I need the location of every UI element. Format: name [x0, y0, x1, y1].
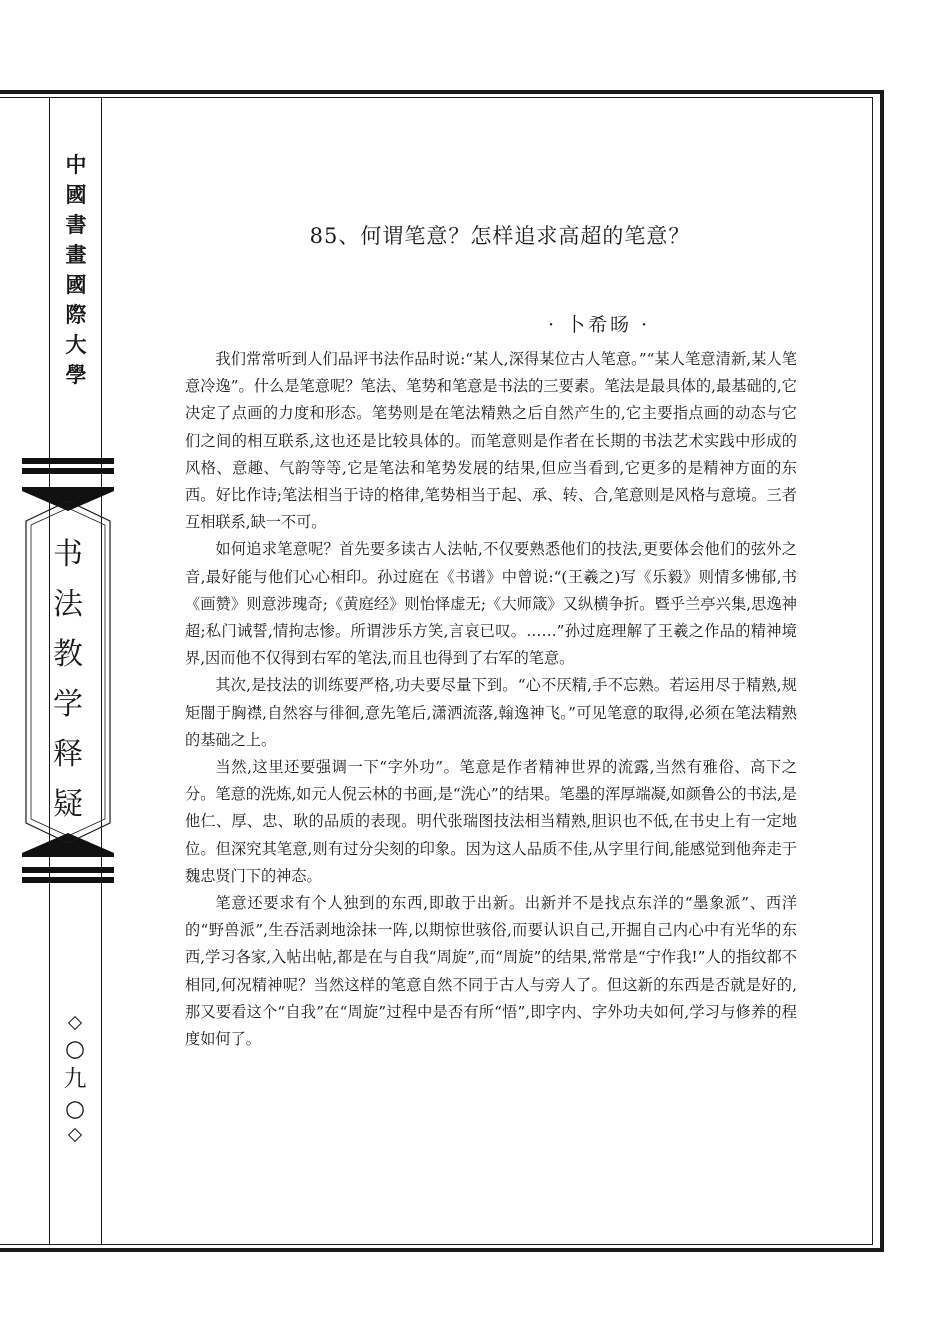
banner-bottom-bar: [22, 867, 114, 873]
series-title-char: 大: [65, 333, 87, 357]
series-title-char: 際: [65, 303, 87, 327]
book-title-char: 学: [53, 687, 83, 722]
banner-top-bar: [22, 458, 114, 464]
page-number-char: 九: [63, 1066, 87, 1092]
series-title-char: 畫: [65, 243, 87, 267]
page-number-char: ○: [64, 1036, 86, 1062]
series-title-char: 書: [65, 213, 87, 237]
article-author: · 卜希旸 ·: [548, 314, 651, 336]
book-title-char: 释: [53, 737, 83, 772]
series-title-char: 國: [65, 273, 87, 297]
book-title-char: 疑: [53, 787, 83, 822]
series-title-char: 國: [65, 183, 87, 207]
diamond-ornament-icon: [68, 1128, 82, 1142]
banner-bottom-bar-2: [22, 877, 114, 883]
paragraph: 其次,是技法的训练要严格,功夫要尽量下到。“心不厌精,手不忘熟。若运用尽于精熟,规矩闇于胸襟,自然容与徘徊,意先笔后,潇洒流落,翰逸神飞。”可见笔意的取得,必须在笔法精熟的基础之上。: [185, 676, 797, 749]
book-title-char: 教: [53, 637, 83, 672]
banner-top-bar-2: [22, 468, 114, 474]
paragraph: 我们常常听到人们品评书法作品时说:“某人,深得某位古人笔意。”“某人笔意清新,某人笔意冷逸”。什么是笔意呢？笔法、笔势和笔意是书法的三要素。笔法是最具体的,最基础的,它决定了点画的力度和形态。笔势则是在笔法精熟之后自然产生的,它主要指点画的动态与它们之间的相互联系,这也还是比较具体的。而笔意则是作者在长期的书法艺术实践中形成的风格、意趣、气韵等等,它是笔法和笔势发展的结果,但应当看到,它更多的是精神方面的东西。好比作诗;笔法相当于诗的格律,笔势相当于起、承、转、合,笔意则是风格与意境。三者互相联系,缺一不可。: [185, 350, 797, 532]
series-title-char: 學: [65, 363, 87, 387]
book-title-char: 书: [53, 537, 83, 572]
page-number: [58, 1012, 92, 1146]
paragraph: 当然,这里还要强调一下“字外功”。笔意是作者精神世界的流露,当然有雅俗、高下之分。笔意的洗炼,如元人倪云林的书画,是“洗心”的结果。笔墨的浑厚端凝,如颜鲁公的书法,是他仁、厚、忠、耿的品质的表现。明代张瑞图技法相当精熟,胆识也不低,在书史上有一定地位。但深究其笔意,则有过分尖刻的印象。因为这人品质不佳,从字里行间,能感觉到他奔走于魏忠贤门下的神态。: [185, 758, 797, 885]
series-title: [62, 150, 90, 390]
book-title-char: 法: [53, 587, 83, 622]
article-title: 85、何谓笔意？怎样追求高超的笔意？: [309, 224, 691, 248]
page-number-char: ○: [64, 1096, 86, 1122]
article-body: [185, 346, 797, 1053]
book-title: [22, 530, 114, 830]
paragraph: 笔意还要求有个人独到的东西,即敢于出新。出新并不是找点东洋的“墨象派”、西洋的“野兽派”,生吞活剥地涂抹一阵,以期惊世骇俗,而要认识自己,开掘自己内心中有光华的东西,学习各家,入帖出帖,都是在与自我“周旋”,而“周旋”的结果,常常是“宁作我!”人的指纹都不相同,何况精神呢？当然这样的笔意自然不同于古人与旁人了。但这新的东西是否就是好的,那又要看这个“自我”在“周旋”过程中是否有所“悟”,即字内、字外功夫如何,学习与修养的程度如何了。: [185, 894, 797, 1049]
series-title-char: 中: [65, 153, 87, 177]
paragraph: 如何追求笔意呢？首先要多读古人法帖,不仅要熟悉他们的技法,更要体会他们的弦外之音,最好能与他们心心相印。孙过庭在《书谱》中曾说:“(王羲之)写《乐毅》则情多怫郁,书《画赞》则意涉瑰奇;《黄庭经》则怡怿虚无;《大师箴》又纵横争折。暨乎兰亭兴集,思逸神超;私门诫誓,情拘志惨。所谓涉乐方笑,言哀已叹。……”孙过庭理解了王羲之作品的精神境界,因而他不仅得到右军的笔法,而且也得到了右军的笔意。: [185, 540, 797, 668]
diamond-ornament-icon: [68, 1016, 82, 1030]
